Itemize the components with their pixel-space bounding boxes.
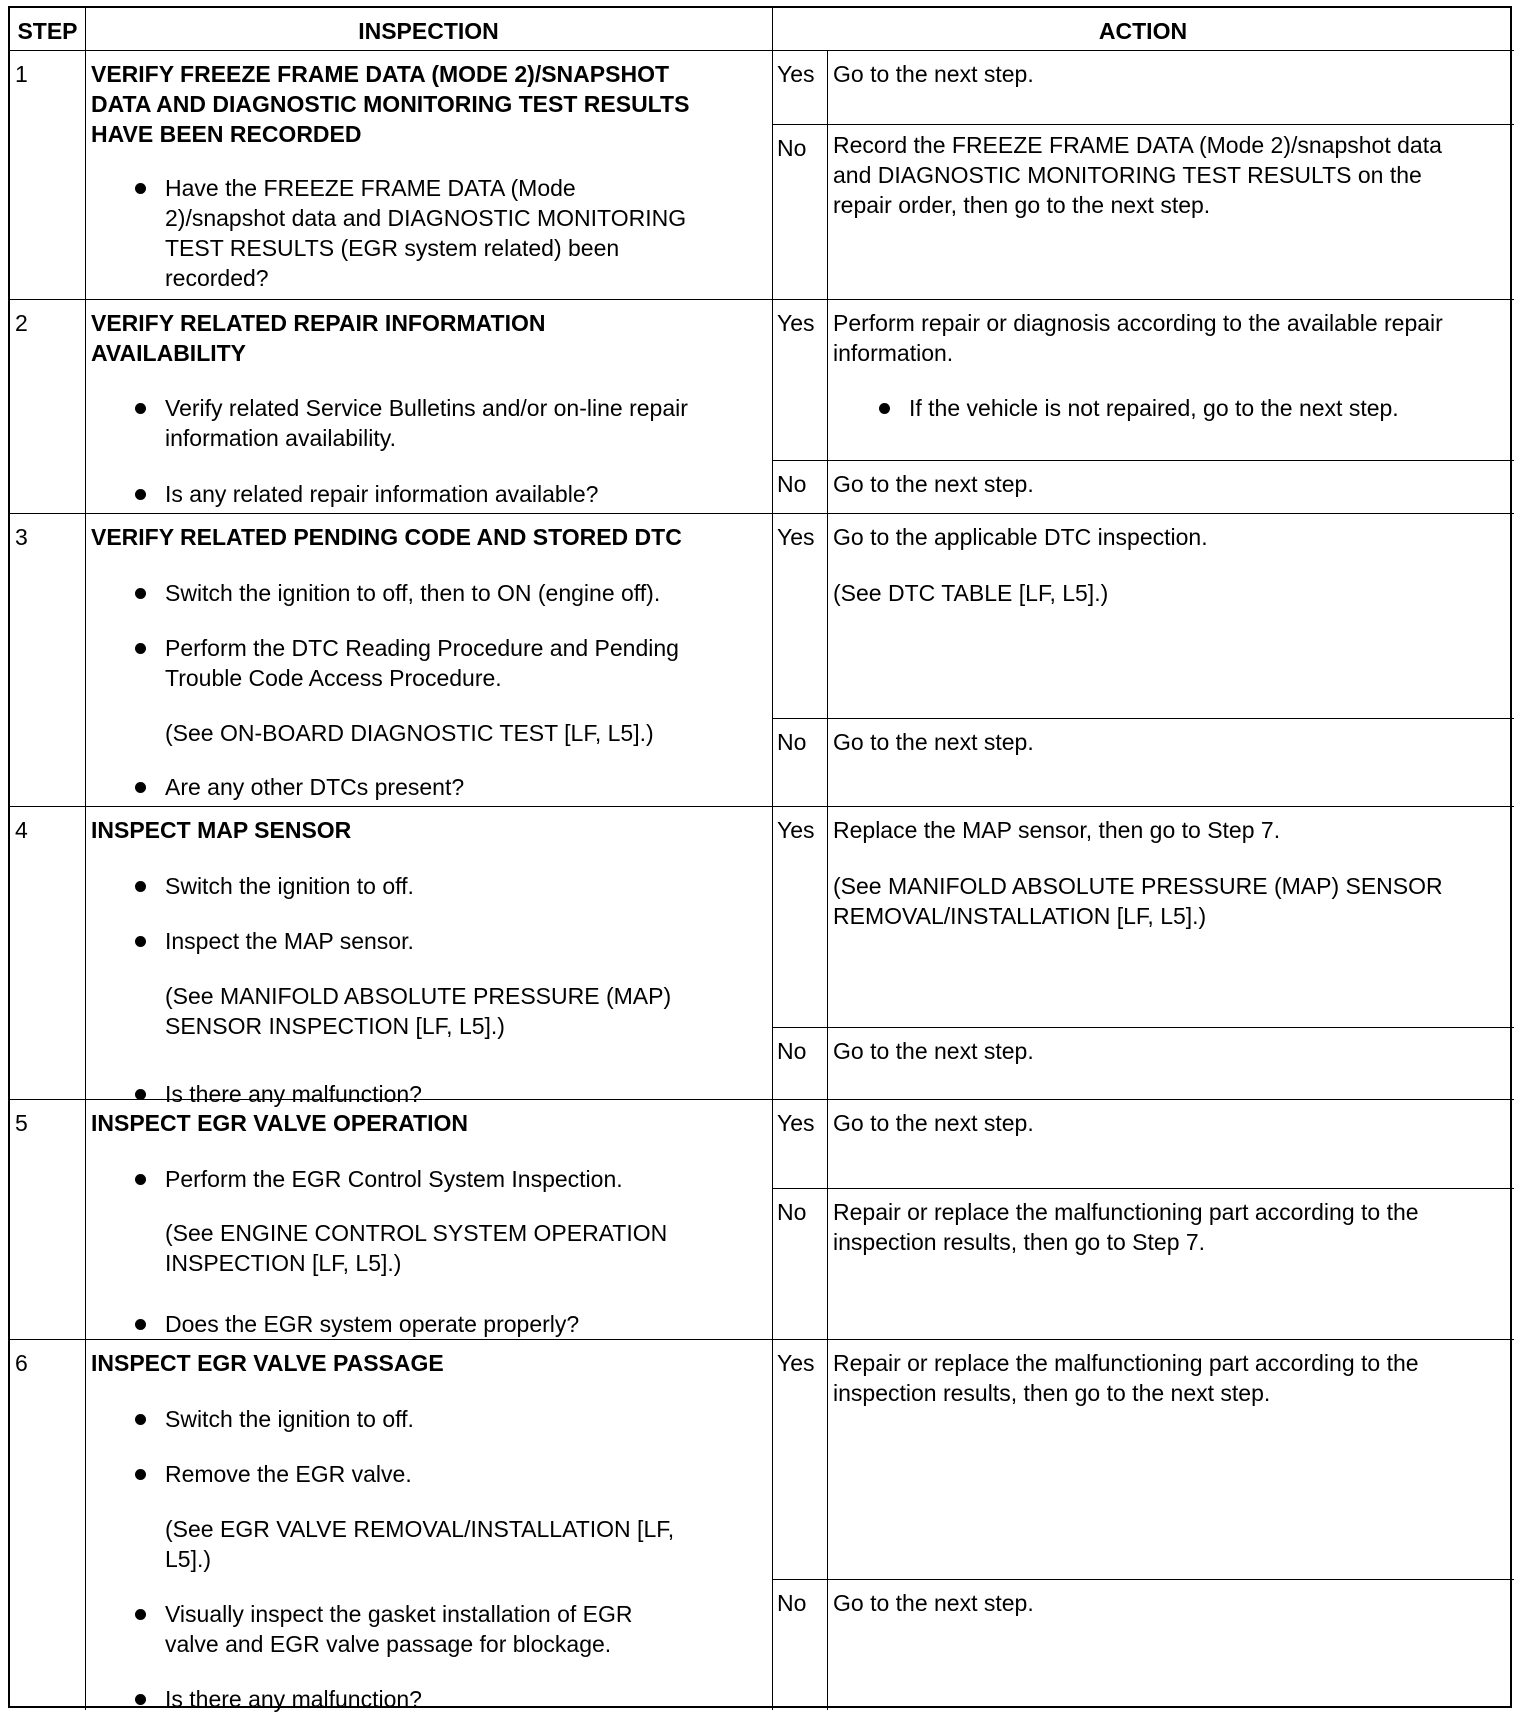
inspection-item-text: Have the FREEZE FRAME DATA (Mode bbox=[165, 175, 576, 201]
step-title: AVAILABILITY bbox=[91, 340, 247, 366]
step-title: INSPECT EGR VALVE OPERATION bbox=[91, 1110, 468, 1136]
inspection-item-bullet-icon bbox=[135, 643, 146, 654]
yes-no-divider bbox=[772, 1027, 1514, 1028]
inspection-item-bullet-icon bbox=[135, 1319, 146, 1330]
yes-action-text: Repair or replace the malfunctioning part according to the bbox=[833, 1350, 1419, 1376]
no-action-text: Go to the next step. bbox=[833, 1590, 1034, 1616]
inspection-item-text: Switch the ignition to off, then to ON (engine off). bbox=[165, 580, 661, 606]
inspection-item-bullet-icon bbox=[135, 1174, 146, 1185]
yes-action-text: If the vehicle is not repaired, go to the next step. bbox=[909, 395, 1399, 421]
inspection-item-text: TEST RESULTS (EGR system related) been bbox=[165, 235, 620, 261]
yes-action-text: inspection results, then go to the next step. bbox=[833, 1380, 1271, 1406]
inspection-item-bullet-icon bbox=[135, 1469, 146, 1480]
inspection-item-bullet-icon bbox=[135, 183, 146, 194]
inspection-item-bullet-icon bbox=[135, 782, 146, 793]
inspection-item-text: Are any other DTCs present? bbox=[165, 774, 465, 800]
diagnostic-procedure-table bbox=[8, 6, 1512, 1712]
step-title: DATA AND DIAGNOSTIC MONITORING TEST RESULTS bbox=[91, 91, 690, 117]
inspection-item-bullet-icon bbox=[135, 881, 146, 892]
yes-no-divider bbox=[772, 460, 1514, 461]
no-action-text: and DIAGNOSTIC MONITORING TEST RESULTS on the bbox=[833, 162, 1422, 188]
step-title: HAVE BEEN RECORDED bbox=[91, 121, 362, 147]
inspection-item-text: Switch the ignition to off. bbox=[165, 873, 414, 899]
step-number: 4 bbox=[15, 817, 28, 843]
inspection-item-text: L5].) bbox=[165, 1546, 212, 1572]
inspection-column-header: INSPECTION bbox=[358, 18, 499, 44]
yes-action-text: Go to the next step. bbox=[833, 1110, 1034, 1136]
step-number: 6 bbox=[15, 1350, 28, 1376]
yes-no-divider bbox=[772, 1579, 1514, 1580]
step-title: INSPECT EGR VALVE PASSAGE bbox=[91, 1350, 444, 1376]
no-action-text: Record the FREEZE FRAME DATA (Mode 2)/snapshot data bbox=[833, 132, 1442, 158]
yes-label: Yes bbox=[777, 310, 815, 336]
inspection-item-text: (See ON-BOARD DIAGNOSTIC TEST [LF, L5].) bbox=[165, 720, 654, 746]
inspection-column-divider bbox=[772, 8, 773, 1710]
inspection-item-text: recorded? bbox=[165, 265, 269, 291]
inspection-item-text: Is any related repair information available? bbox=[165, 481, 599, 507]
yes-action-bullet-icon bbox=[879, 403, 890, 414]
inspection-item-text: Trouble Code Access Procedure. bbox=[165, 665, 502, 691]
inspection-item-text: (See ENGINE CONTROL SYSTEM OPERATION bbox=[165, 1220, 668, 1246]
no-label: No bbox=[777, 1590, 807, 1616]
inspection-item-bullet-icon bbox=[135, 588, 146, 599]
inspection-item-text: Perform the DTC Reading Procedure and Pending bbox=[165, 635, 679, 661]
no-action-text: Repair or replace the malfunctioning part according to the bbox=[833, 1199, 1419, 1225]
no-action-text: inspection results, then go to Step 7. bbox=[833, 1229, 1206, 1255]
inspection-item-text: valve and EGR valve passage for blockage. bbox=[165, 1631, 612, 1657]
inspection-item-bullet-icon bbox=[135, 1694, 146, 1705]
inspection-item-text: information availability. bbox=[165, 425, 396, 451]
no-label: No bbox=[777, 729, 807, 755]
inspection-item-bullet-icon bbox=[135, 489, 146, 500]
header-divider bbox=[10, 50, 1514, 51]
no-action-text: Go to the next step. bbox=[833, 729, 1034, 755]
no-label: No bbox=[777, 135, 807, 161]
yes-action-text: (See DTC TABLE [LF, L5].) bbox=[833, 580, 1109, 606]
step-row-divider bbox=[10, 1339, 1514, 1340]
step-title: VERIFY FREEZE FRAME DATA (MODE 2)/SNAPSHOT bbox=[91, 61, 670, 87]
step-title: INSPECT MAP SENSOR bbox=[91, 817, 352, 843]
inspection-item-bullet-icon bbox=[135, 1609, 146, 1620]
no-label: No bbox=[777, 471, 807, 497]
yes-label: Yes bbox=[777, 1110, 815, 1136]
yes-action-text: (See MANIFOLD ABSOLUTE PRESSURE (MAP) SENSOR bbox=[833, 873, 1443, 899]
step-row-divider bbox=[10, 513, 1514, 514]
yes-label: Yes bbox=[777, 524, 815, 550]
no-action-text: repair order, then go to the next step. bbox=[833, 192, 1211, 218]
inspection-item-text: Perform the EGR Control System Inspection. bbox=[165, 1166, 623, 1192]
yes-no-divider bbox=[772, 124, 1514, 125]
step-title: VERIFY RELATED PENDING CODE AND STORED DTC bbox=[91, 524, 682, 550]
yes-action-text: REMOVAL/INSTALLATION [LF, L5].) bbox=[833, 903, 1207, 929]
inspection-item-bullet-icon bbox=[135, 403, 146, 414]
step-number: 5 bbox=[15, 1110, 28, 1136]
no-label: No bbox=[777, 1199, 807, 1225]
yes-label: Yes bbox=[777, 817, 815, 843]
inspection-item-text: INSPECTION [LF, L5].) bbox=[165, 1250, 402, 1276]
inspection-item-bullet-icon bbox=[135, 936, 146, 947]
yes-label: Yes bbox=[777, 1350, 815, 1376]
yes-action-text: Replace the MAP sensor, then go to Step 7. bbox=[833, 817, 1281, 843]
yes-action-text: information. bbox=[833, 340, 954, 366]
yes-action-text: Go to the next step. bbox=[833, 61, 1034, 87]
step-row-divider bbox=[10, 1099, 1514, 1100]
step-row-divider bbox=[10, 299, 1514, 300]
step-column-header: STEP bbox=[17, 18, 78, 44]
inspection-item-bullet-icon bbox=[135, 1414, 146, 1425]
inspection-item-text: Verify related Service Bulletins and/or on-line repair bbox=[165, 395, 688, 421]
inspection-item-text: Remove the EGR valve. bbox=[165, 1461, 412, 1487]
inspection-item-text: Does the EGR system operate properly? bbox=[165, 1311, 580, 1337]
no-action-text: Go to the next step. bbox=[833, 1038, 1034, 1064]
step-number: 1 bbox=[15, 61, 28, 87]
inspection-item-text: (See EGR VALVE REMOVAL/INSTALLATION [LF, bbox=[165, 1516, 675, 1542]
step-title: VERIFY RELATED REPAIR INFORMATION bbox=[91, 310, 546, 336]
inspection-item-text: SENSOR INSPECTION [LF, L5].) bbox=[165, 1013, 505, 1039]
yes-action-text: Go to the applicable DTC inspection. bbox=[833, 524, 1208, 550]
step-number: 3 bbox=[15, 524, 28, 550]
yes-label: Yes bbox=[777, 61, 815, 87]
step-row-divider bbox=[10, 806, 1514, 807]
yes-action-text: Perform repair or diagnosis according to the available repair bbox=[833, 310, 1443, 336]
inspection-item-text: Switch the ignition to off. bbox=[165, 1406, 414, 1432]
inspection-item-text: Is there any malfunction? bbox=[165, 1081, 422, 1107]
no-action-text: Go to the next step. bbox=[833, 471, 1034, 497]
inspection-item-text: 2)/snapshot data and DIAGNOSTIC MONITORING bbox=[165, 205, 687, 231]
inspection-item-text: Inspect the MAP sensor. bbox=[165, 928, 414, 954]
yes-no-divider bbox=[772, 718, 1514, 719]
action-column-header: ACTION bbox=[1098, 18, 1188, 44]
no-label: No bbox=[777, 1038, 807, 1064]
inspection-item-text: Visually inspect the gasket installation of EGR bbox=[165, 1601, 633, 1627]
step-column-divider bbox=[85, 8, 86, 1710]
inspection-item-text: Is there any malfunction? bbox=[165, 1686, 422, 1712]
yes-no-divider bbox=[772, 1188, 1514, 1189]
step-number: 2 bbox=[15, 310, 28, 336]
inspection-item-text: (See MANIFOLD ABSOLUTE PRESSURE (MAP) bbox=[165, 983, 672, 1009]
